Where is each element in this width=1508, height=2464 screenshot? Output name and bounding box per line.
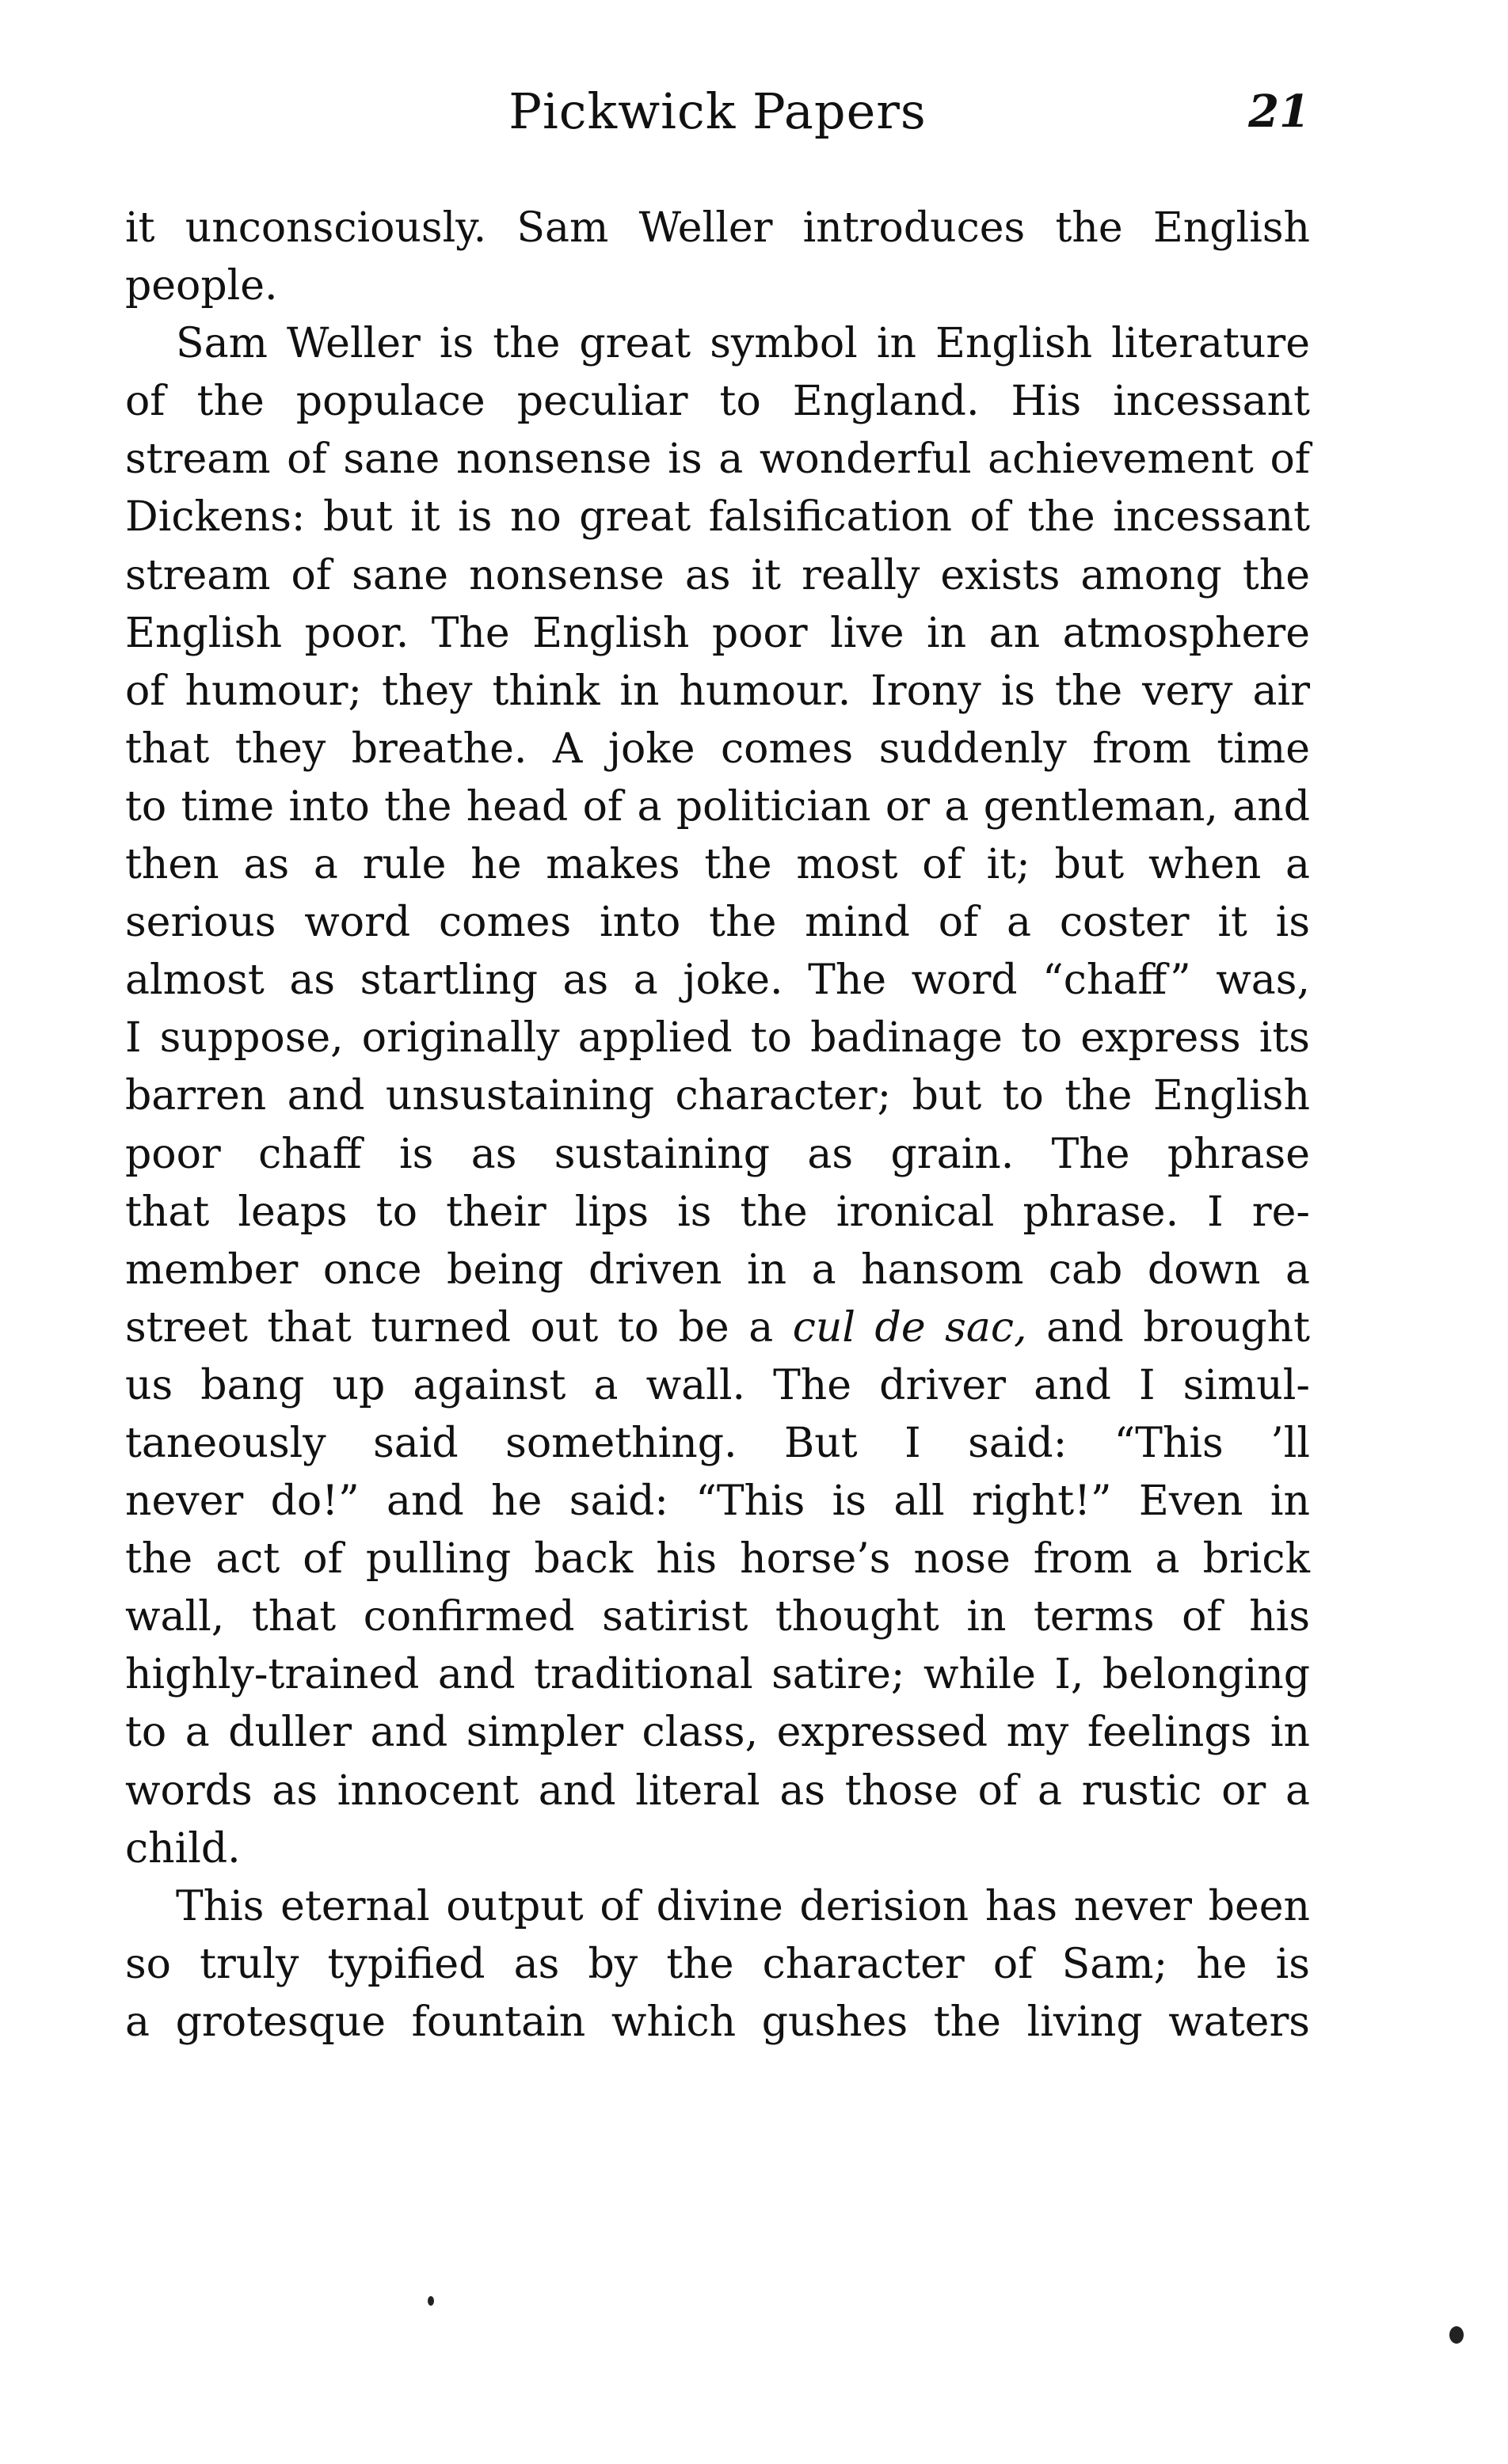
running-head (125, 76, 1310, 147)
text-line: stream of sane nonsense is a wonderful achievement of (125, 435, 1310, 484)
text-fragment: street that turned out to be a (125, 1303, 793, 1352)
text-line: never do!” and he said: “This is all right!” Even in (125, 1477, 1310, 1526)
text-line: the act of pulling back his horse’s nose from a brick (125, 1535, 1310, 1584)
page-number: 21 (1248, 86, 1310, 138)
text-line: poor chaff is as sustaining as grain. The phrase (125, 1130, 1310, 1178)
text-line: member once being driven in a hansom cab down a (125, 1245, 1310, 1294)
text-line: almost as startling as a joke. The word “chaff” was, (125, 956, 1310, 1005)
text-line: child. (125, 1824, 241, 1873)
text-fragment: and brought (1026, 1303, 1311, 1352)
text-line: that leaps to their lips is the ironical phrase. I re- (125, 1188, 1310, 1236)
text-line: it unconsciously. Sam Weller introduces the English (125, 204, 1310, 252)
text-line: people. (125, 262, 278, 310)
text-line: barren and unsustaining character; but to the English (125, 1072, 1310, 1120)
text-line: English poor. The English poor live in an atmosphere (125, 609, 1310, 657)
text-line: us bang up against a wall. The driver and I simul- (125, 1361, 1310, 1409)
text-line: This eternal output of divine derision has never been (176, 1882, 1310, 1930)
text-line-with-italic (125, 1299, 1310, 1357)
text-line: wall, that confirmed satirist thought in terms of his (125, 1593, 1310, 1641)
text-line: I suppose, originally applied to badinage to express its (125, 1014, 1310, 1063)
text-line: Dickens: but it is no great falsification of the incessant (125, 493, 1310, 542)
italic-phrase: cul de sac, (792, 1303, 1027, 1352)
text-line: highly-trained and traditional satire; while I, belonging (125, 1651, 1310, 1699)
text-line: that they breathe. A joke comes suddenly from time (125, 724, 1310, 773)
text-line: Sam Weller is the great symbol in English literature (176, 320, 1310, 368)
text-line: to time into the head of a politician or a gentleman, and (125, 782, 1310, 831)
scan-speck (428, 2296, 434, 2306)
text-line: words as innocent and literal as those of a rustic or a (125, 1766, 1310, 1815)
scan-speck (1449, 2326, 1464, 2344)
text-line: so truly typified as by the character of Sam; he is (125, 1940, 1310, 1988)
text-line: stream of sane nonsense as it really exists among the (125, 551, 1310, 599)
body-text (125, 200, 1310, 2051)
running-title: Pickwick Papers (508, 82, 927, 140)
text-line: serious word comes into the mind of a coster it is (125, 899, 1310, 947)
text-line: of the populace peculiar to England. His incessant (125, 378, 1310, 426)
text-line: a grotesque fountain which gushes the living waters (125, 1998, 1310, 2046)
text-line: taneously said something. But I said: “This ’ll (125, 1419, 1310, 1467)
text-line: to a duller and simpler class, expressed my feelings in (125, 1709, 1310, 1757)
text-line: then as a rule he makes the most of it; but when a (125, 841, 1310, 889)
text-line: of humour; they think in humour. Irony is the very air (125, 667, 1310, 715)
